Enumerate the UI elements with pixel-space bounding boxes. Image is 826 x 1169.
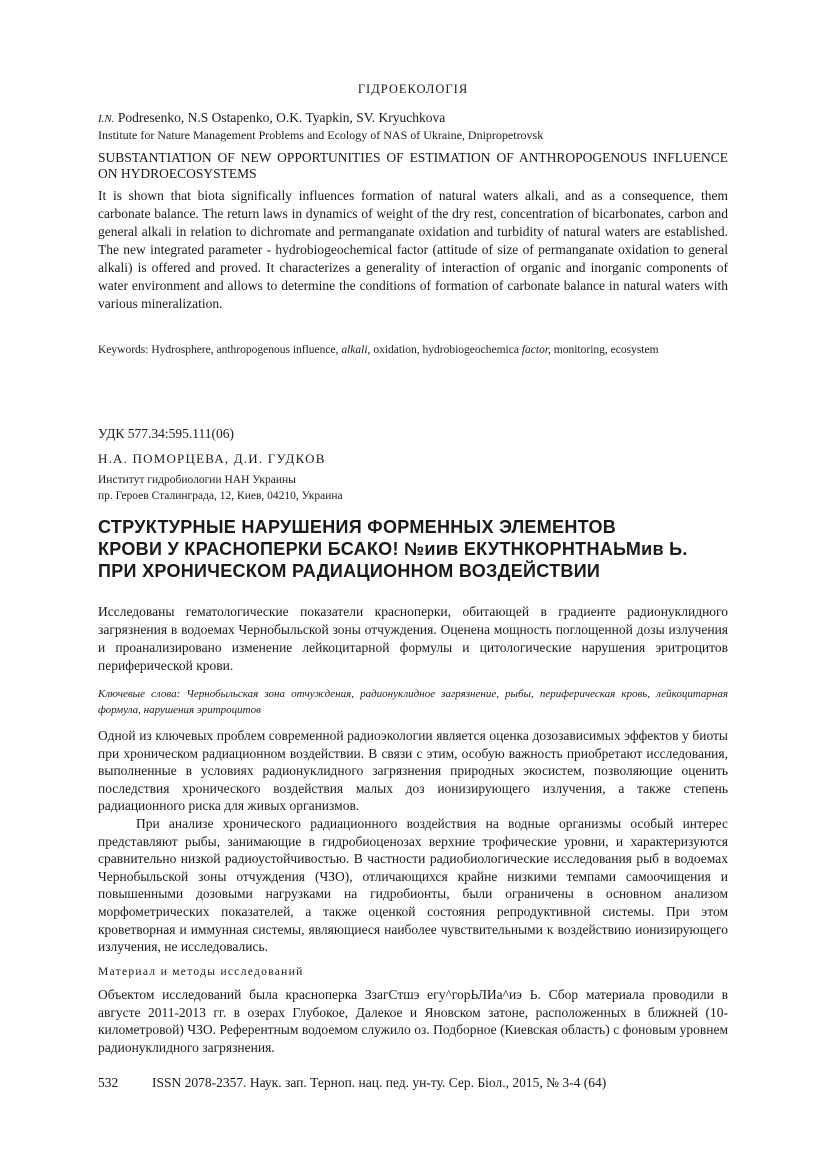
english-keywords-part-e: monitoring, ecosystem	[550, 344, 659, 356]
body-paragraph-2: При анализе хронического радиационного воздействия на водные организмы особый интерес представляют рыбы, занимающие в гидробиоценозах верхние трофические уровни, и характеризуются сравнительно низкой радиоустойчивостью. В частности радиобиологические исследования рыб в водоемах Чернобыльской зоны отчуждения (ЧЗО), отличающихся крайне низкими темпами самоочищения и повышенными дозовыми нагрузками на гидробионты, были ограничены в основном анализом морфометрических показателей, а также оценкой состояния репродуктивной системы. При этом кроветворная и иммунная системы, являющиеся наиболее чувствительными к воздействию ионизирующего излучения, не исследовались.	[98, 815, 728, 955]
article-abstract: Исследованы гематологические показатели красноперки, обитающей в градиенте радионуклидного загрязнения в водоемах Чернобыльской зоны отчуждения. Оценена мощность поглощенной дозы излучения и проанализировано изменение лейкоцитарной формулы и цитологические нарушения эритроцитов периферической крови.	[98, 604, 728, 673]
article-body	[98, 727, 728, 956]
english-keywords-part-b: alkali,	[341, 344, 371, 356]
english-keywords-part-d: factor,	[521, 344, 551, 356]
article-institution	[98, 472, 343, 504]
english-title: SUBSTANTIATION OF NEW OPPORTUNITIES OF ESTIMATION OF ANTHROPOGENOUS INFLUENCE ON HYDROECOSYSTEMS	[98, 150, 728, 181]
article-authors: Н.А. ПОМОРЦЕВА, Д.И. ГУДКОВ	[98, 451, 326, 466]
page-number: 532	[98, 1075, 119, 1090]
institution-name: Институт гидробиологии НАН Украины	[98, 474, 296, 486]
english-keywords	[98, 342, 728, 358]
article-title-line-1: СТРУКТУРНЫЕ НАРУШЕНИЯ ФОРМЕННЫХ ЭЛЕМЕНТОВ	[98, 517, 617, 537]
english-keywords-part-c: oxidation, hydrobiogeochemica	[370, 344, 522, 356]
page-footer	[98, 1075, 728, 1091]
section-header: ГІДРОЕКОЛОГІЯ	[357, 82, 469, 96]
methods-heading: Материал и методы исследований	[98, 966, 304, 978]
methods-paragraph: Объектом исследований была красноперка ЗзагСтшэ егу^горЬЛИа^иэ Ь. Сбор материала проводили в августе 2011-2013 гг. в озерах Глубокое, Далекое и Яновском затоне, расположенных в ближней (10-километровой) ЧЗО. Референтным водоемом служило оз. Подборное (Киевская область) с фоновым уровнем радионуклидного загрязнения.	[98, 987, 728, 1055]
english-authors	[98, 110, 445, 126]
institution-address: пр. Героев Сталинграда, 12, Киев, 04210, Украина	[98, 490, 343, 502]
english-abstract: It is shown that biota significally influences formation of natural waters alkali, and as a consequence, them carbonate balance. The return laws in dynamics of weight of the dry rest, concentration of bicarbonates, carbon and general alkali in relation to dichromate and permanganate oxidation and turbidity of natural waters are established. The new integrated parameter - hydrobiogeochemical factor (attitude of size of permanganate oxidation to general alkali) is offered and proved. It characterizes a generality of interaction of organic and inorganic components of water environment and allows to determine the conditions of formation of carbonate balance in natural waters with various mineralization.	[98, 188, 728, 311]
udk-code: УДК 577.34:595.111(06)	[98, 426, 235, 441]
article-title	[98, 516, 738, 582]
body-paragraph-1: Одной из ключевых проблем современной радиоэкологии является оценка дозозависимых эффектов у биоты при хроническом радиационном воздействии. В связи с этим, особую важность приобретают исследования, выполненные в условиях радионуклидного загрязнения природных экосистем, позволяющие оценить последствия хронического воздействия малых доз ионизирующего излучения, а также степень радиационного риска для живых организмов.	[98, 728, 728, 814]
english-authors-rest: Podresenko, N.S Ostapenko, O.K. Tyapkin, SV. Kryuchkova	[114, 110, 446, 125]
article-title-line-3: ПРИ ХРОНИЧЕСКОМ РАДИАЦИОННОМ ВОЗДЕЙСТВИИ	[98, 561, 601, 581]
first-author-initials: I.N.	[98, 113, 115, 125]
journal-citation: ISSN 2078-2357. Наук. зап. Терноп. нац. пед. ун-ту. Сер. Біол., 2015, № 3-4 (64)	[152, 1075, 607, 1090]
article-keywords: Ключевые слова: Чернобыльская зона отчуждения, радионуклидное загрязнение, рыбы, периферическая кровь, лейкоцитарная формула, нарушения эритроцитов	[98, 688, 728, 716]
english-institution: Institute for Nature Management Problems and Ecology of NAS of Ukraine, Dnipropetrovsk	[98, 128, 544, 142]
article-title-line-2: КРОВИ У КРАСНОПЕРКИ БСАКО! №иив ЕКУТНКОРНТНАЬМив Ь.	[98, 539, 688, 559]
english-keywords-part-a: Keywords: Hydrosphere, anthropogenous influence,	[98, 344, 342, 356]
